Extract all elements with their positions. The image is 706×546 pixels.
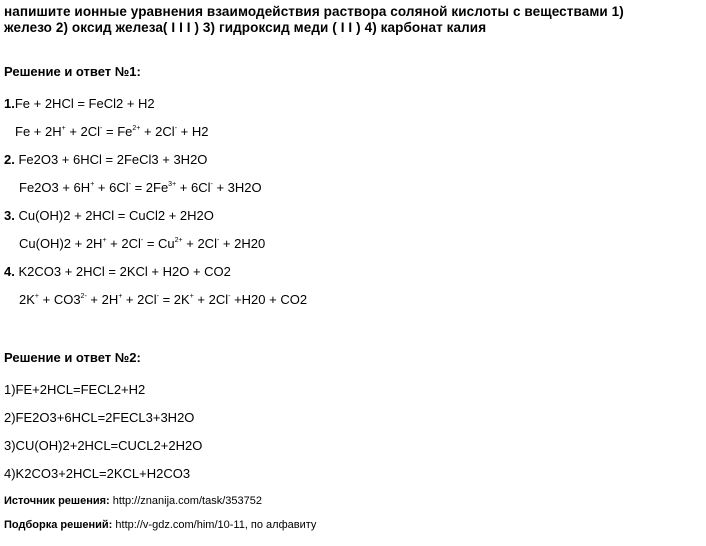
- ion-charge: 2+: [132, 125, 141, 132]
- ionic-text: = Cu: [143, 236, 175, 251]
- solution-1-heading: Решение и ответ №1:: [4, 64, 141, 79]
- ion-charge: 3+: [168, 181, 177, 188]
- equation-3-ionic: [19, 236, 265, 252]
- equation-number: 2.: [4, 152, 15, 167]
- ion-charge: +: [189, 293, 194, 300]
- equation-1-ionic: [15, 124, 208, 140]
- ion-charge: -: [174, 125, 178, 132]
- ion-charge: +: [118, 293, 123, 300]
- ion-charge: -: [128, 181, 131, 188]
- ionic-text: + 2Cl: [182, 236, 217, 251]
- ionic-text: + 2Cl: [106, 236, 141, 251]
- answer-2-item-4: 4)K2CO3+2HCL=2KCL+H2CO3: [4, 466, 191, 481]
- ion-charge: -: [140, 237, 144, 244]
- ion-charge: -: [100, 125, 103, 132]
- ionic-text: + 2Cl: [65, 124, 101, 139]
- ionic-text: + 2H: [86, 292, 119, 307]
- ionic-text: = 2K: [158, 292, 190, 307]
- ion-charge: +: [61, 125, 66, 132]
- answer-2-item-3: 3)CU(OH)2+2HCL=CUCL2+2H2O: [4, 438, 203, 453]
- ion-charge: -: [228, 293, 231, 300]
- ion-charge: +: [34, 293, 39, 300]
- equation-4-ionic: [19, 292, 307, 308]
- ionic-text: + 3H2O: [212, 180, 262, 195]
- ion-charge: -: [210, 181, 213, 188]
- ion-charge: +: [90, 181, 95, 188]
- task-title-line-1: напишите ионные уравнения взаимодействия раствора соляной кислоты с веществами 1): [4, 4, 624, 19]
- equation-number: 3.: [4, 208, 15, 223]
- ion-charge: +: [102, 237, 107, 244]
- source-label: Источник решения:: [4, 495, 110, 507]
- ionic-text: + 2H20: [219, 236, 266, 251]
- ion-charge: -: [216, 237, 220, 244]
- ionic-text: Fe2O3 + 6H: [19, 180, 91, 195]
- ionic-text: Fe + 2H: [15, 124, 62, 139]
- source-line: [4, 493, 262, 509]
- equation-4-molecular: 4. K2CO3 + 2HCl = 2KCl + H2O + CO2: [4, 264, 231, 279]
- ion-charge: -: [156, 293, 159, 300]
- ionic-text: + 2Cl: [140, 124, 175, 139]
- ionic-text: + H2: [177, 124, 209, 139]
- task-title-line-2: железо 2) оксид железа( I I I ) 3) гидроксид меди ( I I ) 4) карбонат калия: [4, 20, 487, 35]
- selection-suffix: , по алфавиту: [244, 519, 317, 531]
- equation-number: 1.: [4, 96, 15, 111]
- ionic-text: = Fe: [102, 124, 133, 139]
- ionic-text: = 2Fe: [130, 180, 169, 195]
- ionic-text: + 2Cl: [193, 292, 229, 307]
- ionic-text: + 6Cl: [176, 180, 211, 195]
- ionic-text: + 6Cl: [94, 180, 129, 195]
- answer-2-item-2: 2)FE2O3+6HCL=2FECL3+3H2O: [4, 410, 195, 425]
- selection-link[interactable]: http://v-gdz.com/him/10-11: [115, 519, 245, 531]
- answer-2-item-1: 1)FE+2HCL=FECL2+H2: [4, 382, 146, 397]
- equation-3-molecular: 3. Cu(OH)2 + 2HCl = CuCl2 + 2H2O: [4, 208, 214, 223]
- ion-charge: 2+: [174, 237, 183, 244]
- equation-number: 4.: [4, 264, 15, 279]
- ionic-text: + CO3: [39, 292, 81, 307]
- ionic-text: + 2Cl: [122, 292, 157, 307]
- solution-2-heading: Решение и ответ №2:: [4, 350, 141, 365]
- source-link[interactable]: http://znanija.com/task/353752: [112, 495, 262, 507]
- ionic-text: 2K: [19, 292, 35, 307]
- ion-charge: 2-: [80, 293, 87, 300]
- ionic-text: +H20 + CO2: [230, 292, 308, 307]
- equation-2-ionic: [19, 180, 262, 196]
- equation-1-molecular: 1.Fe + 2HCl = FeCl2 + H2: [4, 96, 155, 111]
- ionic-text: Cu(OH)2 + 2H: [19, 236, 103, 251]
- selection-line: [4, 517, 316, 533]
- equation-2-molecular: 2. Fe2O3 + 6HCl = 2FeCl3 + 3H2O: [4, 152, 208, 167]
- selection-label: Подборка решений:: [4, 519, 113, 531]
